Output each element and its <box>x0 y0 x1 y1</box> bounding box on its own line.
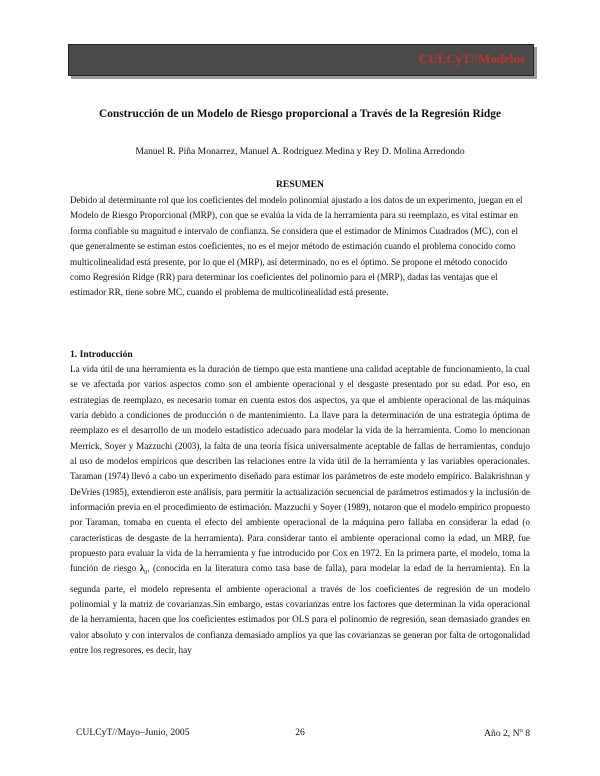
article-title: Construcción de un Modelo de Riesgo proporcional a Través de la Regresión Ridge <box>98 108 502 120</box>
article-authors: Manuel R. Piña Monarrez, Manuel A. Rodríguez Medina y Rey D. Molina Arredondo <box>135 146 465 157</box>
issue-prefix: Año 2, N <box>484 728 520 740</box>
issue-number: 8 <box>522 728 530 740</box>
journal-banner <box>68 44 534 76</box>
lambda-subscript: 0 <box>144 570 148 577</box>
footer-journal-date: CULCyT//Mayo–Junio, 2005 <box>76 727 190 738</box>
lambda-symbol: λ <box>139 563 145 574</box>
issue-superscript: o <box>519 727 523 734</box>
footer-issue <box>484 727 530 739</box>
section-heading-introduction: 1. Introducción <box>70 349 133 360</box>
abstract-heading: RESUMEN <box>276 179 324 190</box>
introduction-paragraph <box>70 362 530 658</box>
page-number: 26 <box>295 727 305 738</box>
intro-text-part-2: , (conocida en la literatura como tasa base de falla), para modelar la edad de la herramienta). En la segunda parte, el modelo representa el ambiente operacional a través de los coeficientes de regresión de un modelo polinomial y la matriz de covarianzas.Sin embargo, estas covarianzas entre los factores que determinan la vida operacional de la herramienta, hacen que los coeficientes estimados por OLS para el polinomio de regresión, sean demasiado grandes en valor absoluto y con intervalos de confianza demasiado amplios ya que las covarianzas se generan por falta de ortogonalidad entre los regresores, es decir, hay <box>70 563 531 656</box>
intro-text-part-1: La vida útil de una herramienta es la duración de tiempo que esta mantiene una calidad aceptable de funcionamiento, la cual se ve afectada por varios aspectos como son el ambiente operacional y el desgaste presentado por su edad. Por eso, en estrategias de reemplazo, es necesario tomar en cuenta estos dos aspectos, ya que el ambiente operacional de las máquinas varía debido a condiciones de producción o de mantenimiento. La llave para la determinación de una estrategia óptima de reemplazo es el desarrollo de un modelo estadístico adecuado para modelar la vida de la herramienta. Como lo mencionan Merrick, Soyer y Mazzuchi (2003), la falta de una teoría física universalmente aceptable de fallas de herramientas, condujo al uso de modelos empíricos que describen las relaciones entre la vida útil de la herramienta y las variables operacionales. Taraman (1974) llevó a cabo un experimento diseñado para estimar los parámetros de este modelo empírico. Balakrishnan y DeVries (1985), extendieron este análisis, para permitir la actualización secuencial de parámetros estimados y la inclusión de información previa en el procedimiento de estimación. Mazzuchi y Soyer (1989), notaron que el modelo empírico propuesto por Taraman, tomaba en cuenta el efecto del ambiente operacional de la máquina pero fallaba en considerar la edad (o características de desgaste de la herramienta). Para considerar tanto el ambiente operacional como la edad, un MRP, fue propuesto para evaluar la vida de la herramienta y fue introducido por Cox en 1972. En la primera parte, el modelo, toma la función de riesgo <box>70 364 530 574</box>
abstract-text: Debido al determinante rol que los coeficientes del modelo polinomial ajustado a los datos de un experimento, juegan en el Modelo de Riesgo Proporcional (MRP), con que se evalúa la vida de la herramienta para su reemplazo, es vital estimar en forma confiable su magnitud e intervalo de confianza. Se considera que el estimador de Mínimos Cuadrados (MC), con el que generalmente se estiman estos coeficientes, no es el mejor método de estimación cuando el problema conocido como multicolinealidad está presente, por lo que el (MRP), así determinado, no es el óptimo. Se propone el método conocido como Regresión Ridge (RR) para determinar los coeficientes del polinomio para el (MRP), dadas las ventajas que el estimador RR, tiene sobre MC, cuando el problema de multicolinealidad está presente. <box>70 195 523 298</box>
journal-section-label: CULCyT//Modelos <box>418 51 525 66</box>
